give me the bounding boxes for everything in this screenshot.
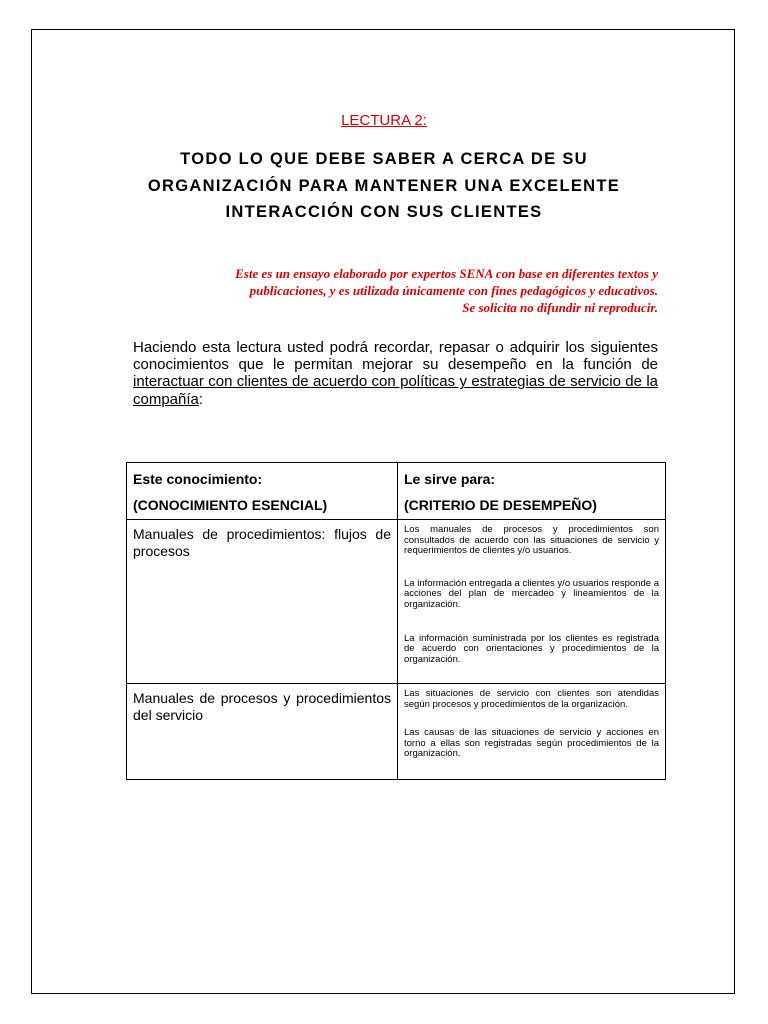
disclaimer: [120, 265, 658, 316]
title-line: INTERACCIÓN CON SUS CLIENTES: [225, 203, 543, 221]
knowledge-cell: [127, 520, 398, 684]
disclaimer-line: Este es un ensayo elaborado por expertos SENA con base en diferentes textos y: [235, 266, 658, 281]
criterion-text: Las causas de las situaciones de servicio y acciones en torno a ellas son registradas según procedimientos de la organización.: [404, 727, 659, 760]
knowledge-text: Manuales de procedimientos: flujos de procesos: [133, 526, 391, 559]
header-knowledge-category: (CONOCIMIENTO ESENCIAL): [133, 497, 328, 513]
intro-underlined-text: interactuar con clientes de acuerdo con políticas y estrategias de servicio de la compañía: [133, 373, 658, 408]
criteria-cell: [398, 520, 666, 684]
disclaimer-line: publicaciones, y es utilizada únicamente con fines pedagógicos y educativos.: [249, 283, 658, 298]
title-line: TODO LO QUE DEBE SABER A CERCA DE SU: [180, 150, 588, 168]
header-criteria-cell: [398, 463, 666, 520]
criterion-text: Los manuales de procesos y procedimientos son consultados de acuerdo con las situaciones de servicio y requerimientos de clientes y/o usuarios.: [404, 524, 659, 557]
intro-end: :: [198, 390, 204, 408]
table-row: [127, 684, 666, 780]
header-criteria-label: Le sirve para:: [404, 471, 496, 487]
criterion-text: Las situaciones de servicio con clientes son atendidas según procesos y procedimientos de la organización.: [404, 688, 659, 710]
header-knowledge-cell: [127, 463, 398, 520]
intro-text: Haciendo esta lectura usted podrá recordar, repasar o adquirir los siguientes conocimientos que le permitan mejorar su desempeño en la función de: [133, 339, 658, 374]
criterion-text: La información entregada a clientes y/o usuarios responde a acciones del plan de mercadeo y lineamientos de la organización.: [404, 577, 659, 610]
table-header-row: [127, 463, 666, 520]
knowledge-table: [126, 462, 666, 780]
header-criteria-category: (CRITERIO DE DESEMPEÑO): [404, 497, 597, 513]
page-title: [110, 146, 658, 226]
knowledge-text: Manuales de procesos y procedimientos del servicio: [133, 690, 391, 723]
table-row: [127, 520, 666, 684]
criterion-text: La información suministrada por los clientes es registrada de acuerdo con orientaciones y procedimientos de la organización.: [404, 632, 659, 665]
title-line: ORGANIZACIÓN PARA MANTENER UNA EXCELENTE: [147, 176, 621, 195]
criteria-cell: [398, 684, 666, 780]
header-knowledge-label: Este conocimiento:: [133, 471, 263, 487]
knowledge-cell: [127, 684, 398, 780]
disclaimer-line: Se solicita no difundir ni reproducir.: [462, 300, 658, 315]
intro-paragraph: [133, 339, 658, 408]
lectura-label: LECTURA 2:: [341, 112, 427, 129]
